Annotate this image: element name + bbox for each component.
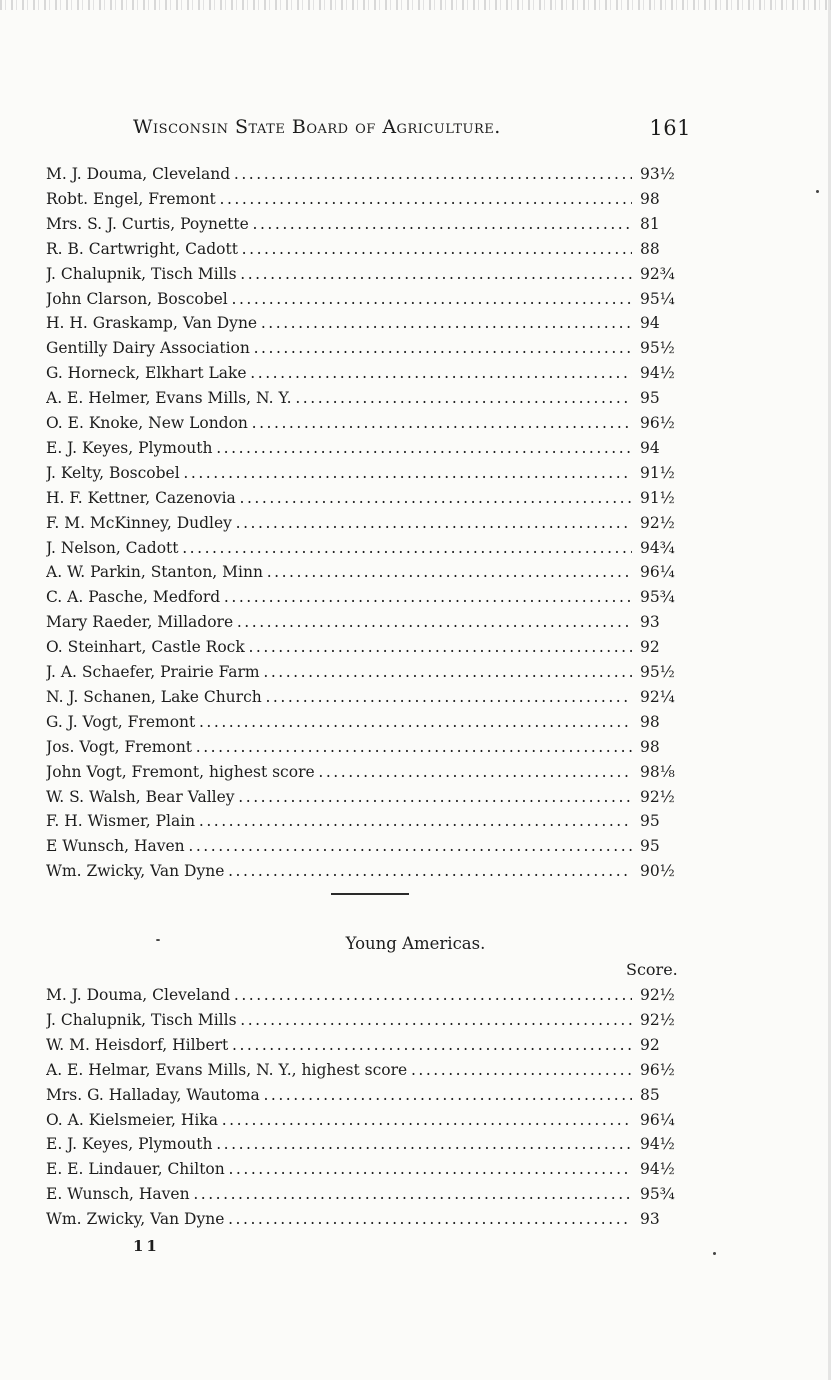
entrant-score: 92 [640,638,660,657]
entrant-name: E Wunsch, Haven . . . [46,834,632,859]
entrant-name: J. Chalupnik, Tisch Mills . . . [46,1008,632,1033]
entrant-score: 96½ [640,1060,675,1079]
entrant-name: O. Steinhart, Castle Rock . . . [46,635,632,660]
list-item [46,486,696,511]
entrant-score: 94½ [640,1160,675,1179]
list-item [46,511,696,536]
list-item [46,1008,696,1033]
entrant-score: 92¼ [640,687,675,706]
list-item [46,411,696,436]
scan-speck [816,190,819,193]
page-header [133,116,691,144]
list-item [46,983,696,1008]
entrant-score: 85 [640,1085,660,1104]
entrant-score: 92½ [640,513,675,532]
list-item [46,536,696,561]
entrant-name: John Clarson, Boscobel . . . [46,287,632,312]
list-item [46,361,696,386]
entrant-score: 95½ [640,339,675,358]
entrant-score: 98⅛ [640,762,675,781]
scan-speck [156,939,160,941]
entrant-score: 95½ [640,663,675,681]
list-item [46,560,696,585]
entrant-name: Wm. Zwicky, Van Dyne . . . [46,859,632,884]
list-item [46,1083,696,1108]
entrant-name: Wm. Zwicky, Van Dyne . . . [46,1207,632,1232]
entrant-score: 96¼ [640,563,675,582]
entrant-score: 92½ [640,986,675,1004]
entrant-score: 81 [640,214,660,233]
list-item [46,785,696,810]
entrant-name: G. J. Vogt, Fremont . . . [46,710,632,735]
entrant-name: M. J. Douma, Cleveland . . . [46,983,632,1008]
list-item [46,1033,696,1058]
list-item [46,162,696,187]
signature-mark: 11 [133,1237,160,1255]
entrant-score: 98 [640,189,660,208]
list-item [46,660,696,685]
list-item [46,212,696,237]
entrant-name: W. M. Heisdorf, Hilbert . . . [46,1033,632,1058]
list-item [46,461,696,486]
entrant-score: 94½ [640,364,675,383]
list-item [46,859,696,884]
entrant-name: A. E. Helmer, Evans Mills, N. Y. . . . [46,386,632,411]
entrant-score: 93 [640,1210,660,1229]
list-item [46,187,696,212]
entrant-name: J. Nelson, Cadott . . . [46,536,632,561]
entrant-score: 95¼ [640,289,675,308]
entrant-name: Mary Raeder, Milladore . . . [46,610,632,635]
entrant-name: Robt. Engel, Fremont . . . [46,187,632,212]
entrant-name: O. A. Kielsmeier, Hika . . . [46,1108,632,1133]
list-item [46,834,696,859]
list-item [46,336,696,361]
entrant-name: Mrs. G. Halladay, Wautoma . . . [46,1083,632,1108]
list-item [46,1058,696,1083]
entrant-score: 95 [640,812,660,831]
entrant-score: 94½ [640,1135,675,1154]
entrant-score: 92 [640,1035,660,1054]
entrant-score: 98 [640,737,660,756]
entrant-score: 94 [640,314,660,333]
list-item [46,809,696,834]
entrant-score: 94 [640,438,660,457]
scan-speck [713,1252,716,1255]
list-item [46,237,696,262]
list-item [46,262,696,287]
entrant-name: F. H. Wismer, Plain . . . [46,809,632,834]
list-item [46,760,696,785]
entrant-name: Gentilly Dairy Association . . . [46,336,632,361]
entrant-score: 93 [640,613,660,632]
entrant-score: 92½ [640,787,675,806]
entrant-score: 91½ [640,488,675,507]
entrant-name: H. F. Kettner, Cazenovia . . . [46,486,632,511]
list-item [46,1108,696,1133]
list-item [46,1182,696,1207]
scan-noise-top [0,0,831,10]
entrant-score: 95 [640,837,660,856]
entrant-name: E. Wunsch, Haven . . . [46,1182,632,1207]
list-item [46,610,696,635]
entrant-score: 94¾ [640,538,675,557]
entrant-name: A. W. Parkin, Stanton, Minn . . . [46,560,632,585]
entrant-score: 92½ [640,1010,675,1029]
list-item [46,1157,696,1182]
list-item [46,1207,696,1232]
entrant-score: 95¾ [640,588,675,607]
entrant-score: 92¾ [640,264,675,283]
entrant-name: W. S. Walsh, Bear Valley . . . [46,785,632,810]
entrant-name: N. J. Schanen, Lake Church . . . [46,685,632,710]
entrant-name: J. A. Schaefer, Prairie Farm . . . [46,660,632,685]
entrant-score: 96½ [640,414,675,432]
entrant-score: 95 [640,389,660,408]
section-divider [331,893,409,895]
list-item [46,287,696,312]
entrant-name: R. B. Cartwright, Cadott . . . [46,237,632,262]
entrant-name: O. E. Knoke, New London . . . [46,411,632,436]
entrant-name: C. A. Pasche, Medford . . . [46,585,632,610]
entrant-name: G. Horneck, Elkhart Lake . . . [46,361,632,386]
list-item [46,585,696,610]
entrant-score: 90½ [640,862,675,881]
list-item [46,311,696,336]
entrant-name: F. M. McKinney, Dudley . . . [46,511,632,536]
entrant-score: 95¾ [640,1185,675,1204]
list-item [46,685,696,710]
entrant-name: A. E. Helmar, Evans Mills, N. Y., highest score . . . [46,1058,632,1083]
entrant-name: E. J. Keyes, Plymouth . . . [46,436,632,461]
entrant-score: 98 [640,712,660,731]
entrant-score: 91½ [640,463,675,482]
list-item [46,436,696,461]
entrant-name: E. J. Keyes, Plymouth . . . [46,1132,632,1157]
score-column-header: Score. [626,960,678,979]
list-item [46,735,696,760]
section-title: Young Americas. [345,934,486,953]
entrant-name: M. J. Douma, Cleveland . . . [46,162,632,187]
list-item [46,710,696,735]
entrant-score: 88 [640,239,660,258]
list-item [46,386,696,411]
entrant-score: 93½ [640,165,675,183]
entrant-name: J. Kelty, Boscobel . . . [46,461,632,486]
entrant-name: H. H. Graskamp, Van Dyne . . . [46,311,632,336]
entrant-name: E. E. Lindauer, Chilton . . . [46,1157,632,1182]
entrant-name: John Vogt, Fremont, highest score . . . [46,760,632,785]
list-item [46,635,696,660]
list-item [46,1132,696,1157]
entrant-score: 96¼ [640,1110,675,1129]
entrant-name: Mrs. S. J. Curtis, Poynette . . . [46,212,632,237]
entrant-name: Jos. Vogt, Fremont . . . [46,735,632,760]
entrant-name: J. Chalupnik, Tisch Mills . . . [46,262,632,287]
page-number: 161 [649,116,691,140]
running-title: Wisconsin State Board of Agriculture. [133,116,501,138]
